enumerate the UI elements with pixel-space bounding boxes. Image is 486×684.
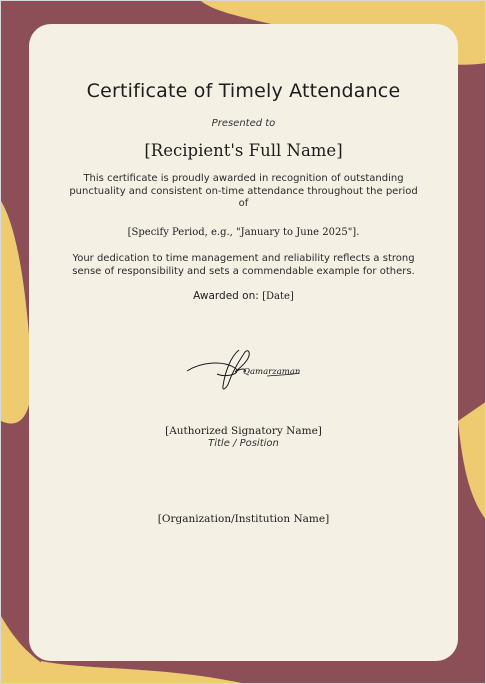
certificate-card bbox=[29, 24, 458, 661]
awarded-on bbox=[29, 290, 458, 302]
signatory-title: Title / Position bbox=[208, 438, 279, 449]
awarded-label: Awarded on: bbox=[193, 290, 259, 302]
recognition-text: This certificate is proudly awarded in recognition of outstanding punctuality and consistent on-time attendance throughout the period of bbox=[69, 173, 418, 209]
organization-name: [Organization/Institution Name] bbox=[157, 513, 330, 525]
gold-blob-bottom bbox=[41, 661, 251, 684]
awarded-date: [Date] bbox=[262, 291, 294, 302]
period-text: [Specify Period, e.g., "January to June 2025"]. bbox=[127, 227, 360, 238]
certificate-title: Certificate of Timely Attendance bbox=[86, 80, 401, 102]
presented-to-label: Presented to bbox=[211, 118, 276, 129]
recipient-name: [Recipient's Full Name] bbox=[144, 141, 343, 160]
gold-blob-right bbox=[458, 401, 486, 521]
gold-blob-left bbox=[1, 201, 32, 424]
signature-lettering: Qamarzaman bbox=[243, 367, 301, 377]
signature-image bbox=[183, 342, 303, 392]
closing-text: Your dedication to time management and reliability reflects a strong sense of responsibility and sets a commendable example for others. bbox=[72, 253, 415, 277]
signatory-name: [Authorized Signatory Name] bbox=[165, 425, 322, 437]
